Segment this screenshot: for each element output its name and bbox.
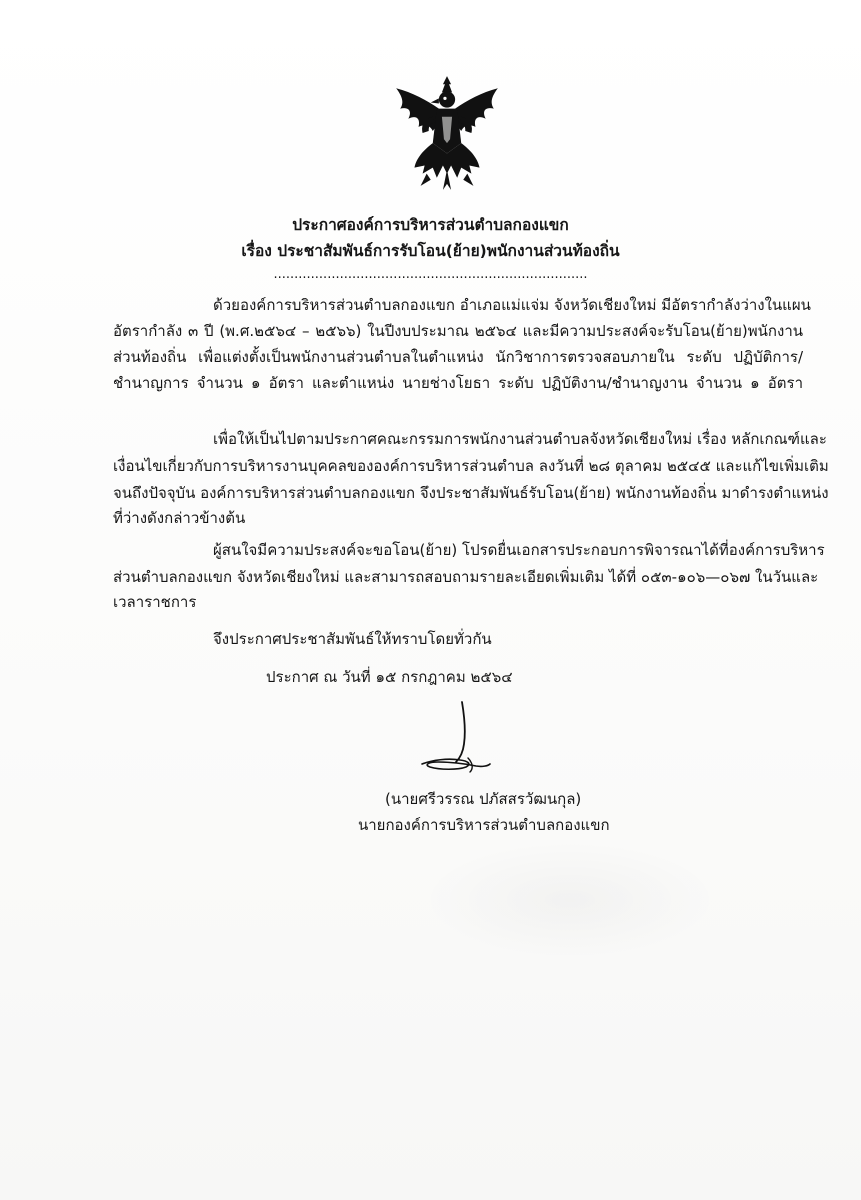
paragraph-1-line-1: ด้วยองค์การบริหารส่วนตำบลกองแขก อำเภอแม่แจ่ม จังหวัดเชียงใหม่ มีอัตรากำลังว่างในแผน [213, 296, 811, 314]
paragraph-3-line-3: เวลาราชการ [113, 593, 197, 611]
paragraph-3-line-2: ส่วนตำบลกองแขก จังหวัดเชียงใหม่ และสามารถสอบถามรายละเอียดเพิ่มเติม ได้ที่ ๐๕๓-๑๐๖—๐๖๗ ในวันและ [113, 568, 819, 586]
paragraph-2-line-4: ที่ว่างดังกล่าวข้างต้น [113, 509, 246, 527]
paper-shadow [420, 840, 720, 960]
paragraph-2-line-3: จนถึงปัจจุบัน องค์การบริหารส่วนตำบลกองแขก จึงประชาสัมพันธ์รับโอน(ย้าย) พนักงานท้องถิ่น มาดำรงตำแหน่ง [113, 484, 829, 502]
paragraph-1-line-2: อัตรากำลัง ๓ ปี (พ.ศ.๒๕๖๔ – ๒๕๖๖) ในปีงบประมาณ ๒๕๖๔ และมีความประสงค์จะรับโอน(ย้าย)พนักงาน [113, 322, 803, 340]
paragraph-1-line-3: ส่วนท้องถิ่น เพื่อแต่งตั้งเป็นพนักงานส่วนตำบลในตำแหน่ง นักวิชาการตรวจสอบภายใน ระดับ ปฏิบัติการ/ [113, 348, 803, 366]
paragraph-1-line-4: ชำนาญการ จำนวน ๑ อัตรา และตำแหน่ง นายช่างโยธา ระดับ ปฏิบัติงาน/ชำนาญงาน จำนวน ๑ อัตรา [113, 374, 803, 392]
paragraph-2-line-2: เงื่อนไขเกี่ยวกับการบริหารงานบุคคลขององค์การบริหารส่วนตำบล ลงวันที่ ๒๘ ตุลาคม ๒๕๔๕ และแก้ไขเพิ่มเติม [113, 457, 829, 475]
paragraph-2-line-1: เพื่อให้เป็นไปตามประกาศคณะกรรมการพนักงานส่วนตำบลจังหวัดเชียงใหม่ เรื่อง หลักเกณฑ์และ [213, 430, 827, 448]
signatory-name: (นายศรีวรรณ ปภัสสรวัฒนกุล) [385, 790, 582, 808]
garuda-emblem-icon [386, 72, 508, 194]
closing-statement: จึงประกาศประชาสัมพันธ์ให้ทราบโดยทั่วกัน [213, 630, 492, 648]
announcement-title: ประกาศองค์การบริหารส่วนตำบลกองแขก [292, 216, 569, 234]
announcement-subject: เรื่อง ประชาสัมพันธ์การรับโอน(ย้าย)พนักงานส่วนท้องถิ่น [241, 242, 620, 260]
announcement-date: ประกาศ ณ วันที่ ๑๕ กรกฎาคม ๒๕๖๔ [266, 668, 513, 686]
title-separator: ............................................................................ [273, 267, 588, 282]
signatory-position: นายกองค์การบริหารส่วนตำบลกองแขก [358, 816, 610, 834]
paragraph-3-line-1: ผู้สนใจมีความประสงค์จะขอโอน(ย้าย) โปรดยื่นเอกสารประกอบการพิจารณาได้ที่องค์การบริหาร [213, 541, 825, 559]
handwritten-signature [410, 700, 500, 775]
